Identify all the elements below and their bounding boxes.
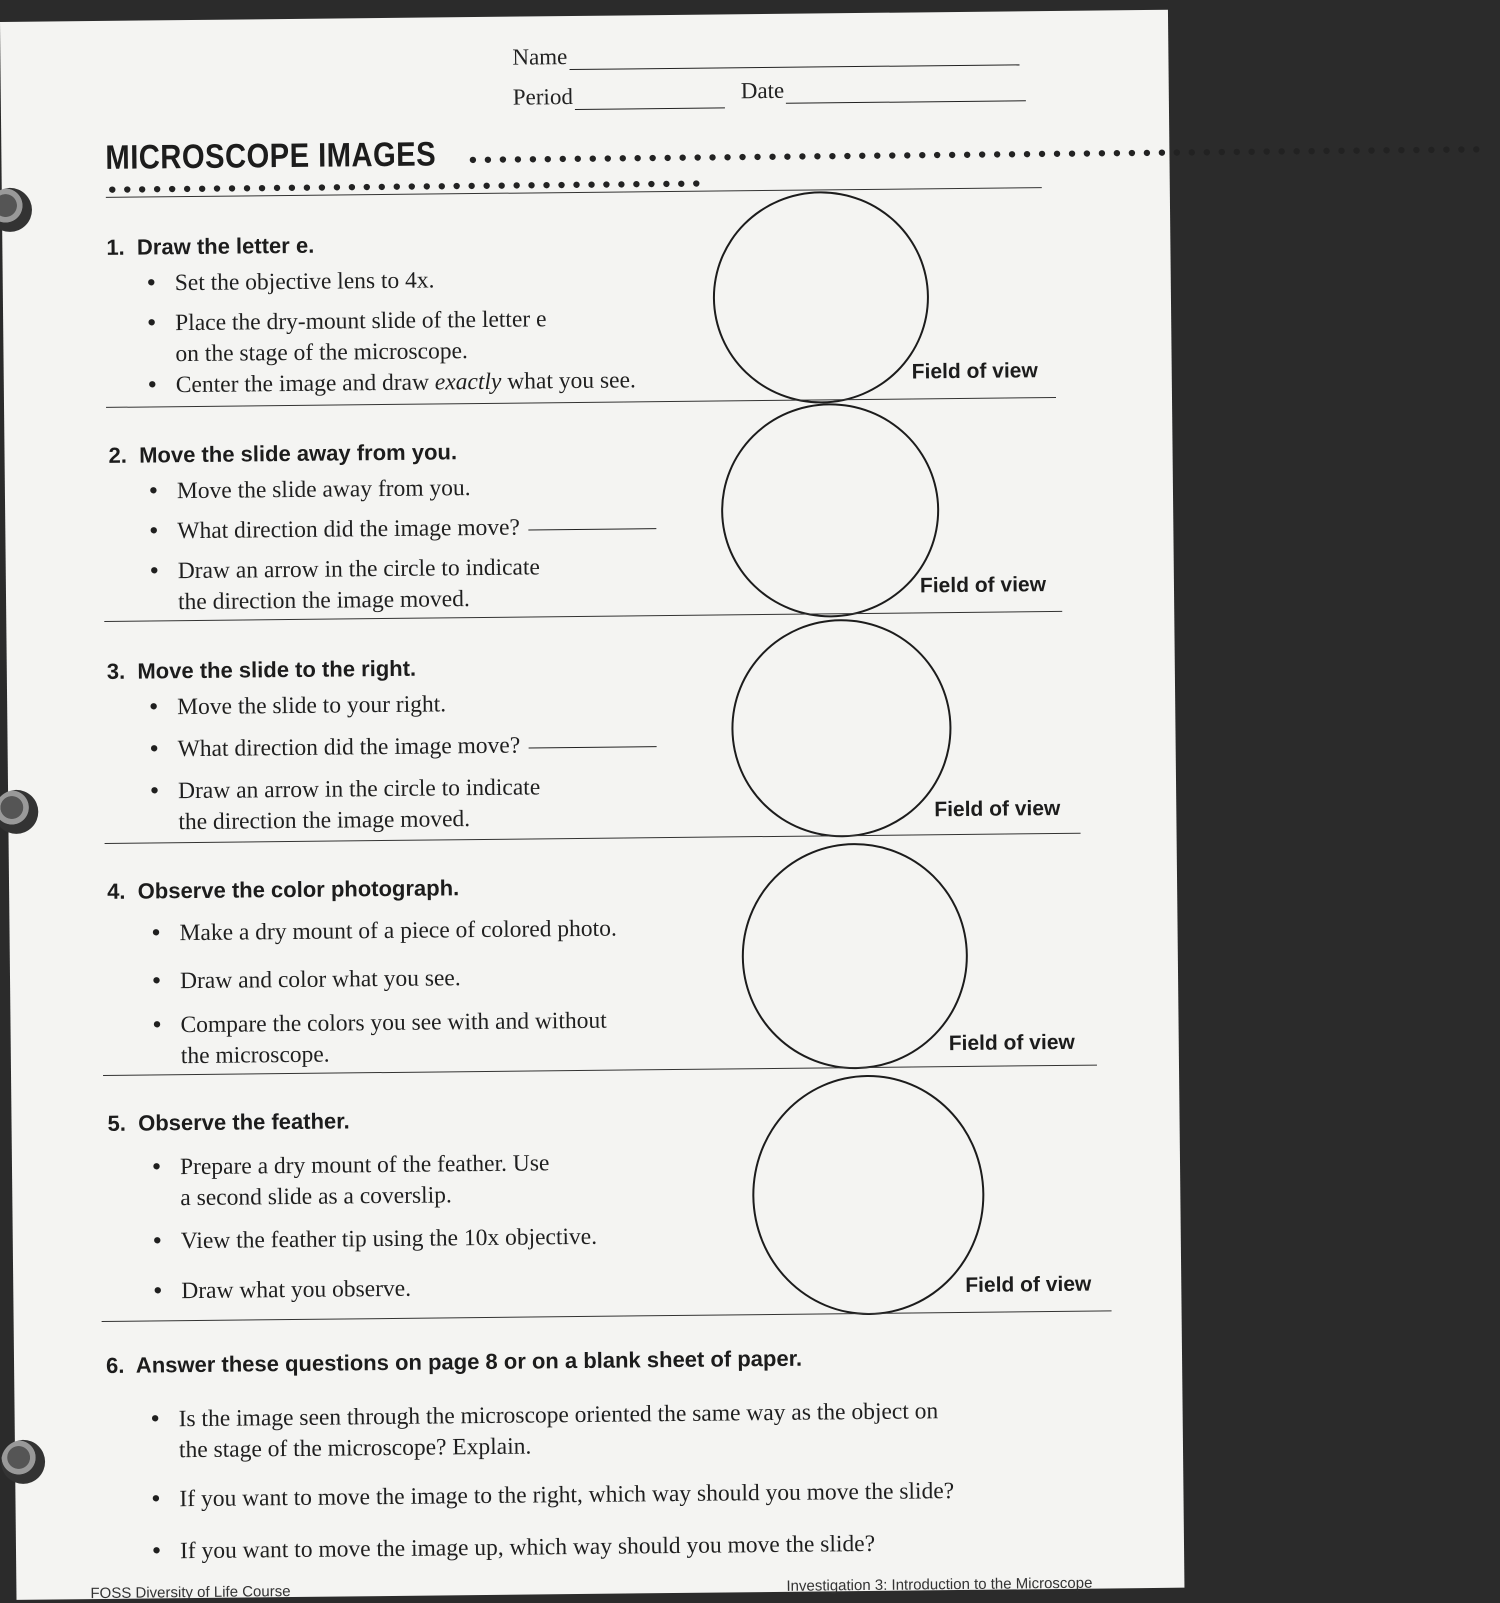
bullet-item: • Center the image and draw exactly what you see. — [176, 365, 636, 401]
bullet-item: • If you want to move the image to the right, which way should you move the slide? — [179, 1476, 954, 1515]
field-of-view-label: Field of view — [919, 573, 1047, 598]
field-of-view-circle[interactable] — [751, 1074, 986, 1316]
bullet-item: • What direction did the image move? — [177, 729, 656, 765]
answer-blank[interactable] — [528, 528, 656, 530]
field-of-view-label: Field of view — [911, 359, 1038, 384]
bullet-item: • Place the dry-mount slide of the letter e on the stage of the microscope. — [175, 304, 547, 370]
section-heading: 3. Move the slide to the right. — [106, 655, 417, 684]
title-dotted-rule: •••••••••••••••••••••••••••••••••••••••• — [105, 172, 705, 204]
bullet-item: • Prepare a dry mount of the feather. Use a second slide as a coverslip. — [180, 1148, 550, 1214]
field-of-view-circle[interactable] — [712, 190, 930, 404]
section-heading: 2. Move the slide away from you. — [108, 439, 458, 468]
bullet-item: • Is the image seen through the microscope oriented the same way as the object on the stage of the microscope? Explain. — [178, 1396, 938, 1466]
answer-blank[interactable] — [528, 746, 656, 748]
bullet-item: • Set the objective lens to 4x. — [175, 265, 435, 299]
name-field[interactable] — [512, 39, 1019, 70]
bullet-item: • Draw an arrow in the circle to indicate the direction the image moved. — [178, 552, 541, 618]
bullet-item: • Move the slide away from you. — [177, 473, 471, 507]
period-label: Period — [512, 84, 574, 110]
name-label: Name — [512, 44, 568, 70]
field-of-view-circle[interactable] — [720, 402, 940, 618]
bullet-item: • View the feather tip using the 10x objective. — [181, 1222, 598, 1257]
footer-course: FOSS Diversity of Life Course — [90, 1583, 291, 1603]
page-title: MICROSCOPE IMAGES — [105, 135, 437, 177]
period-line[interactable] — [575, 107, 725, 110]
bullet-item: • Move the slide to your right. — [177, 689, 446, 723]
date-line[interactable] — [786, 100, 1026, 104]
section-heading: 4. Observe the color photograph. — [106, 875, 460, 904]
date-label: Date — [740, 77, 785, 104]
bullet-item: • Draw an arrow in the circle to indicate the direction the image moved. — [178, 772, 541, 838]
section-heading: 1. Draw the letter e. — [106, 232, 315, 260]
field-of-view-circle[interactable] — [730, 618, 952, 838]
field-of-view-label: Field of view — [934, 796, 1061, 822]
punch-hole — [0, 188, 32, 232]
name-line[interactable] — [569, 64, 1019, 70]
bullet-item: • Draw what you observe. — [181, 1274, 411, 1307]
bullet-item: • If you want to move the image up, which way should you move the slide? — [180, 1529, 875, 1567]
field-of-view-circle[interactable] — [741, 842, 969, 1070]
date-field[interactable] — [741, 75, 1027, 104]
title-dotted-rule: •••••••••••••••••••••••••••••••••••••••••••••••••••••••••••••••••••• — [466, 138, 1485, 175]
field-of-view-label: Field of view — [948, 1030, 1075, 1056]
bullet-item: • Draw and color what you see. — [180, 963, 461, 997]
bullet-item: • Compare the colors you see with and without the microscope. — [180, 1006, 607, 1072]
section-heading: 6. Answer these questions on page 8 or on a blank sheet of paper. — [105, 1345, 803, 1378]
punch-hole — [1, 1440, 45, 1484]
field-of-view-label: Field of view — [965, 1272, 1092, 1297]
bullet-item: • Make a dry mount of a piece of colored photo. — [179, 914, 617, 950]
period-field[interactable] — [513, 82, 725, 110]
punch-hole — [0, 790, 39, 834]
footer-investigation: Investigation 3: Introduction to the Microscope — [786, 1574, 1093, 1595]
worksheet-page — [0, 10, 1485, 1603]
section-divider — [102, 1310, 1112, 1322]
section-heading: 5. Observe the feather. — [107, 1108, 350, 1136]
bullet-item: • What direction did the image move? — [177, 511, 656, 547]
